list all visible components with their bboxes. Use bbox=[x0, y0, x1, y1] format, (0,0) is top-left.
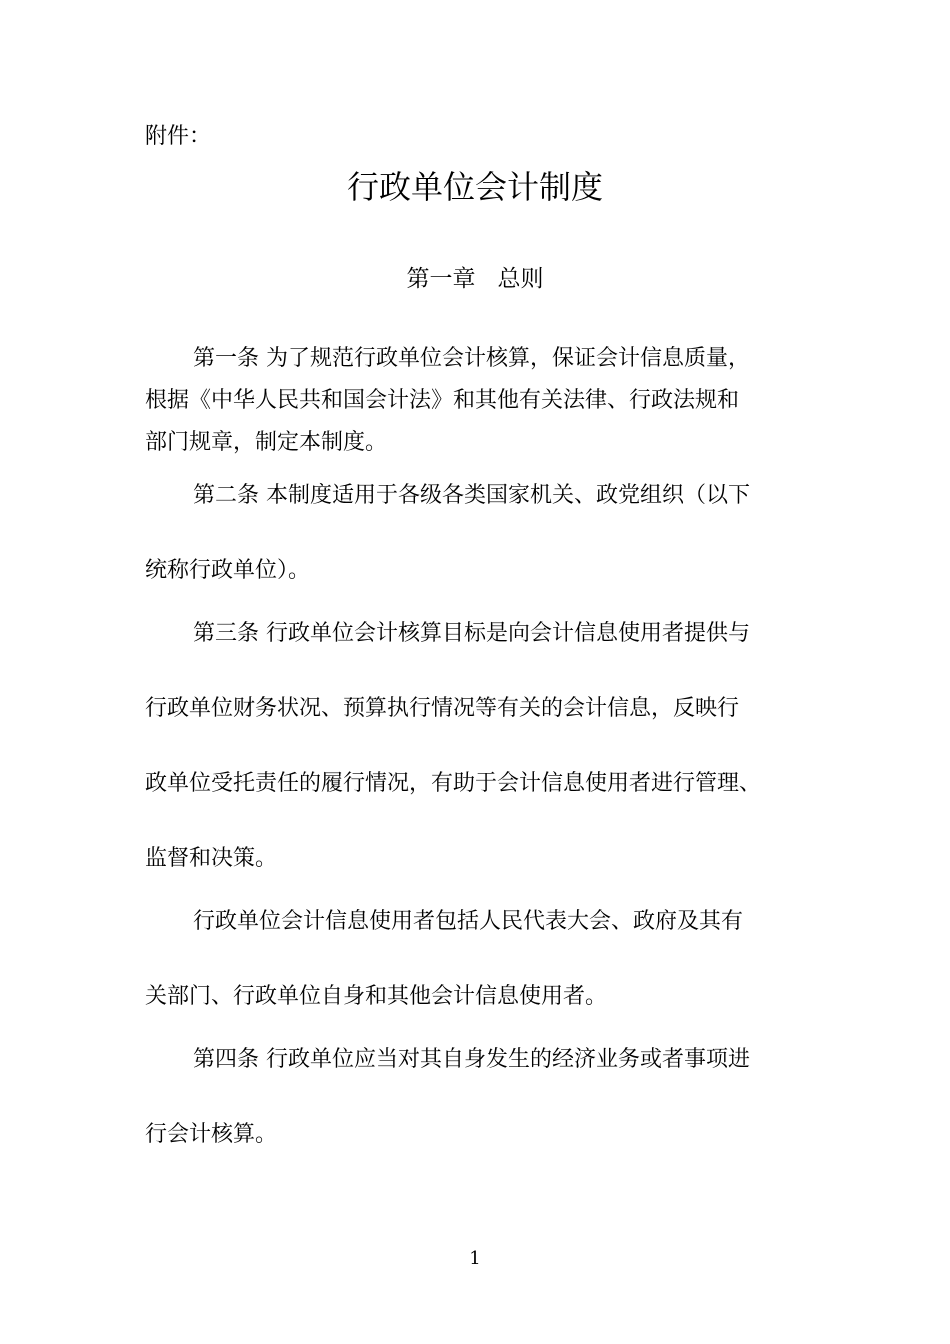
users-paragraph-line-1: 行政单位会计信息使用者包括人民代表大会、政府及其有 bbox=[193, 909, 744, 934]
article-1-line-2: 根据《中华人民共和国会计法》和其他有关法律、行政法规和 bbox=[145, 388, 740, 413]
article-3-line-2: 行政单位财务状况、预算执行情况等有关的会计信息，反映行 bbox=[145, 696, 740, 721]
attachment-label: 附件： bbox=[145, 124, 212, 149]
users-paragraph-line-2: 关部门、行政单位自身和其他会计信息使用者。 bbox=[145, 984, 608, 1009]
article-3-line-1: 第三条 行政单位会计核算目标是向会计信息使用者提供与 bbox=[193, 621, 750, 646]
document-title: 行政单位会计制度 bbox=[346, 168, 603, 206]
article-1-line-1: 第一条 为了规范行政单位会计核算，保证会计信息质量， bbox=[193, 346, 750, 371]
article-4-line-1: 第四条 行政单位应当对其自身发生的经济业务或者事项进 bbox=[193, 1047, 750, 1072]
article-3-line-4: 监督和决策。 bbox=[145, 846, 278, 871]
chapter-name: 总则 bbox=[497, 266, 544, 292]
article-2-line-2: 统称行政单位）。 bbox=[145, 558, 311, 583]
chapter-heading bbox=[0, 263, 950, 295]
article-4-line-2: 行会计核算。 bbox=[145, 1122, 278, 1147]
page-number: 1 bbox=[469, 1248, 481, 1269]
article-1-line-3: 部门规章，制定本制度。 bbox=[145, 430, 388, 455]
article-2-line-1: 第二条 本制度适用于各级各类国家机关、政党组织（以下 bbox=[193, 483, 750, 508]
article-3-line-3: 政单位受托责任的履行情况，有助于会计信息使用者进行管理、 bbox=[145, 771, 762, 796]
chapter-number: 第一章 bbox=[406, 266, 476, 292]
